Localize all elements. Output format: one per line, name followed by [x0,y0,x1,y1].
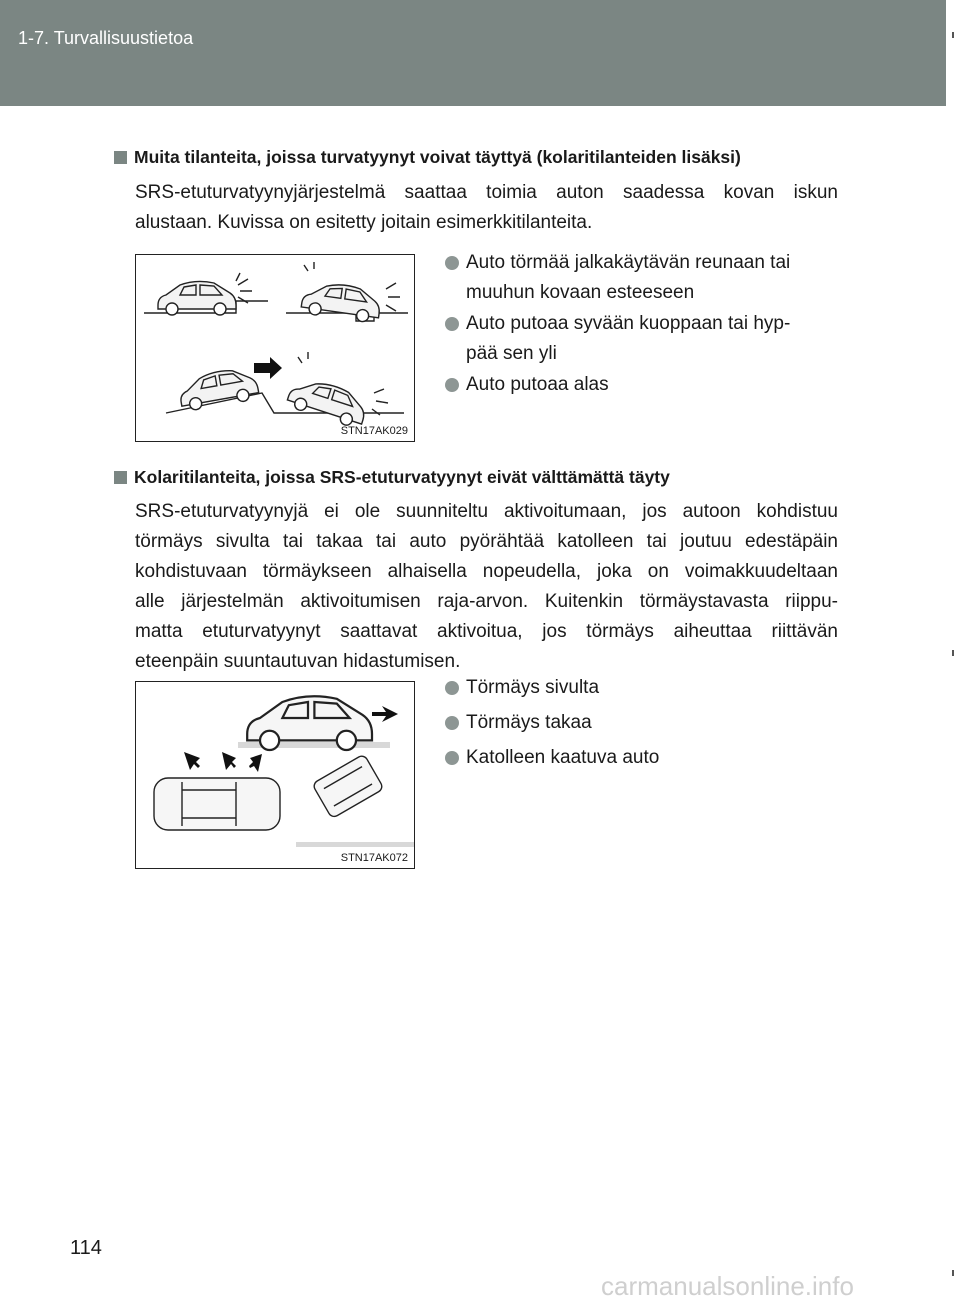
bullet-dot-icon [445,256,459,270]
bullet-dot-icon [445,681,459,695]
section2-title: Kolaritilanteita, joissa SRS-etuturvatyynyt eivät välttämättä täyty [114,467,670,488]
edge-tick [952,32,954,38]
bullet-dot-icon [445,716,459,730]
figure-code: STN17AK072 [340,852,408,864]
figure-non-deploy-examples [135,681,415,869]
header-title: 1-7. Turvallisuustietoa [18,28,194,48]
figure-code: STN17AK029 [340,425,408,437]
edge-tick [952,1270,954,1276]
non-deploy-examples-illustration [136,682,414,868]
bullet-item: Auto törmää jalkakäytävän reunaan tai muuhun kovaan esteeseen [445,248,835,308]
section1-paragraph: SRS-etuturvatyynyjärjestelmä saattaa toimia auton saadessa kovan iskun alustaan. Kuvissa on esitetty joitain esimerkkitilanteita. [135,182,838,233]
watermark: carmanualsonline.info [601,1271,854,1301]
section1-title: Muita tilanteita, joissa turvatyynyt voivat täyttyä (kolaritilanteiden lisäksi) [114,147,741,168]
bullet-item: Katolleen kaatuva auto [445,743,835,773]
square-bullet-icon [114,151,127,164]
square-bullet-icon [114,471,127,484]
bullet-dot-icon [445,751,459,765]
bullet-item: Auto putoaa syvään kuoppaan tai hyp- pää sen yli [445,309,835,369]
bullet-item: Törmäys takaa [445,708,835,738]
edge-tick [952,650,954,656]
bullet-dot-icon [445,378,459,392]
bullet-dot-icon [445,317,459,331]
bullet-item: Auto putoaa alas [445,370,835,400]
impact-examples-illustration [136,255,414,441]
bullet-item: Törmäys sivulta [445,673,835,703]
section2-paragraph: SRS-etuturvatyynyjä ei ole suunniteltu aktivoitumaan, jos autoon kohdistuu törmäys sivulta tai takaa tai auto pyörähtää katolleen tai joutuu edestäpäin kohdistuvaan törmäykseen alhaisella nopeudella, joka on voimakkuudeltaan alle järjestelmän aktivoitumisen raja-arvon. Kuitenkin törmäystavasta riippu- matta etuturvatyynyt saattavat aktivoitua, jos törmäys aiheuttaa riittävän eteenpäin suuntautuvan hidastumisen. [135,501,838,672]
page-header [0,0,946,106]
figure-impact-examples [135,254,415,442]
page-number: 114 [70,1237,102,1259]
